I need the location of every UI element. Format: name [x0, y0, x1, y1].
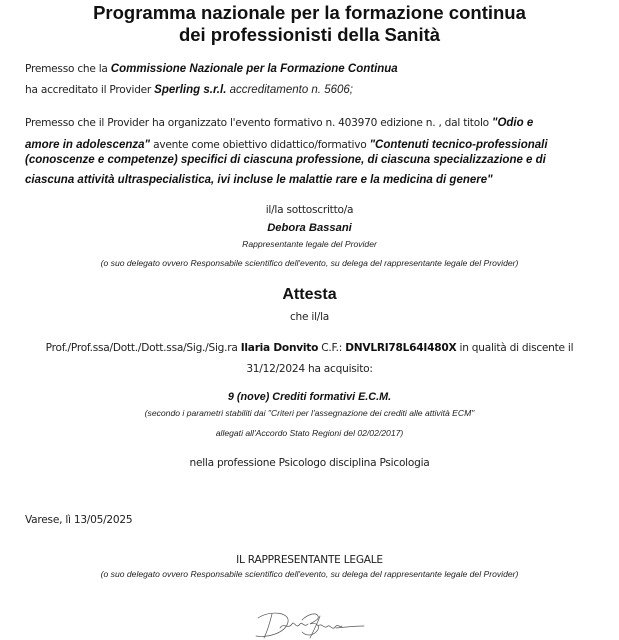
premise-provider-line — [25, 84, 353, 96]
legal-rep-title: IL RAPPRESENTANTE LEGALE — [236, 554, 383, 566]
objective-part3: ciascuna attività ultraspecialistica, ivi incluse le malattie rare e la medicina di genere" — [25, 174, 493, 186]
objective-intro: avente come obiettivo didattico/formativo — [149, 139, 370, 151]
title-line-2: dei professionisti della Sanità — [178, 24, 441, 45]
accreditation-number: accreditamento n. 5606 — [226, 84, 350, 96]
signatory-name: Debora Bassani — [267, 222, 352, 234]
role-text: in qualità di discente il — [456, 342, 574, 354]
semicolon: ; — [349, 84, 353, 96]
premise-commission-line — [25, 63, 398, 75]
signatory-delegate-note: (o suo delegato ovvero Responsabile scientifico dell'evento, su delega del rappresentante legale del Provider) — [100, 258, 519, 268]
acquired-date-line: 31/12/2024 ha acquisito: — [246, 363, 373, 375]
legal-rep-note: (o suo delegato ovvero Responsabile scientifico dell'evento, su delega del rappresentante legale del Provider) — [100, 569, 519, 579]
attesta-intro: che il/la — [289, 311, 330, 323]
attesta-heading: Attesta — [282, 286, 337, 303]
titles-prefix: Prof./Prof.ssa/Dott./Dott.ssa/Sig./Sig.ra — [45, 342, 241, 354]
provider-prefix: ha accreditato il Provider — [25, 84, 155, 96]
objective-part1: "Contenuti tecnico-professionali — [369, 139, 548, 151]
event-intro: Premesso che il Provider ha organizzato l'evento formativo n. 403970 edizione n. , dal titolo — [25, 117, 492, 129]
event-title-part1: "Odio e — [492, 117, 534, 129]
event-line-1 — [25, 117, 533, 129]
signatory-intro: il/la sottoscritto/a — [265, 204, 354, 216]
cf-label: C.F.: — [318, 342, 346, 354]
commission-name: Commissione Nazionale per la Formazione Continua — [110, 63, 398, 75]
title-line-1: Programma nazionale per la formazione continua — [93, 2, 526, 23]
objective-part2: (conoscenze e competenze) specifici di ciascuna professione, di ciascuna specializzazione e di — [25, 154, 546, 166]
credits-note-line-1: (secondo i parametri stabiliti dai "Criteri per l'assegnazione dei crediti alle attività ECM" — [144, 408, 475, 418]
premise-prefix: Premesso che la — [25, 63, 111, 75]
provider-name: Sperling s.r.l. — [154, 84, 227, 96]
event-title-part2: amore in adolescenza" — [25, 139, 150, 151]
profession-line: nella professione Psicologo disciplina Psicologia — [189, 457, 430, 469]
signatory-role: Rappresentante legale del Provider — [242, 239, 377, 249]
place-date: Varese, lì 13/05/2025 — [25, 514, 133, 526]
event-line-2 — [25, 139, 548, 151]
credits-headline: 9 (nove) Crediti formativi E.C.M. — [227, 391, 392, 403]
signature-icon — [250, 608, 370, 640]
participant-line — [0, 342, 619, 354]
fiscal-code: DNVLRI78L64I480X — [345, 342, 457, 354]
credits-note-line-2: allegati all'Accordo Stato Regioni del 02/02/2017) — [215, 428, 404, 438]
participant-name: Ilaria Donvito — [240, 342, 319, 354]
